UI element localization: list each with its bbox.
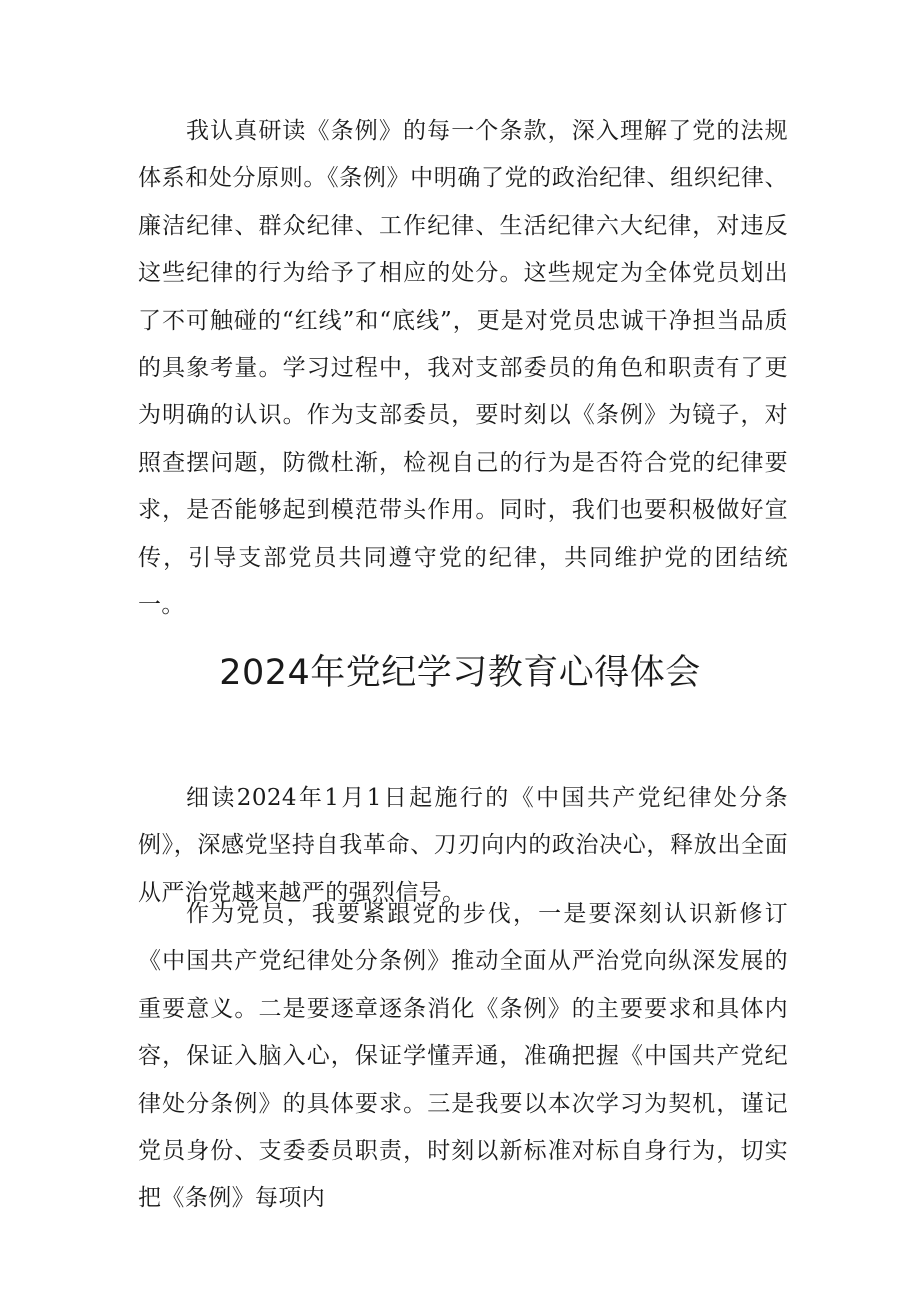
section-title: 2024年党纪学习教育心得体会 [219,653,701,693]
body-paragraph: 细读2024年1月1日起施行的《中国共产党纪律处分条例》，深感党坚持自我革命、刀刃向内的政治决心，释放出全面从严治党越来越严的强烈信号。 [138,785,788,906]
body-paragraph: 我认真研读《条例》的每一个条款，深入理解了党的法规体系和处分原则。《条例》中明确了党的政治纪律、组织纪律、廉洁纪律、群众纪律、工作纪律、生活纪律六大纪律，对违反这些纪律的行为给予了相应的处分。这些规定为全体党员划出了不可触碰的“红线”和“底线”，更是对党员忠诚干净担当品质的具象考量。学习过程中，我对支部委员的角色和职责有了更为明确的认识。作为支部委员，要时刻以《条例》为镜子，对照查摆问题，防微杜渐，检视自己的行为是否符合党的纪律要求，是否能够起到模范带头作用。同时，我们也要积极做好宣传，引导支部党员共同遵守党的纪律，共同维护党的团结统一。 [138,118,788,619]
body-paragraph: 作为党员，我要紧跟党的步伐，一是要深刻认识新修订《中国共产党纪律处分条例》推动全面从严治党向纵深发展的重要意义。二是要逐章逐条消化《条例》的主要要求和具体内容，保证入脑入心，保证学懂弄通，准确把握《中国共产党纪律处分条例》的具体要求。三是我要以本次学习为契机，谨记党员身份、支委委员职责，时刻以新标准对标自身行为，切实把《条例》每项内 [138,901,788,1212]
